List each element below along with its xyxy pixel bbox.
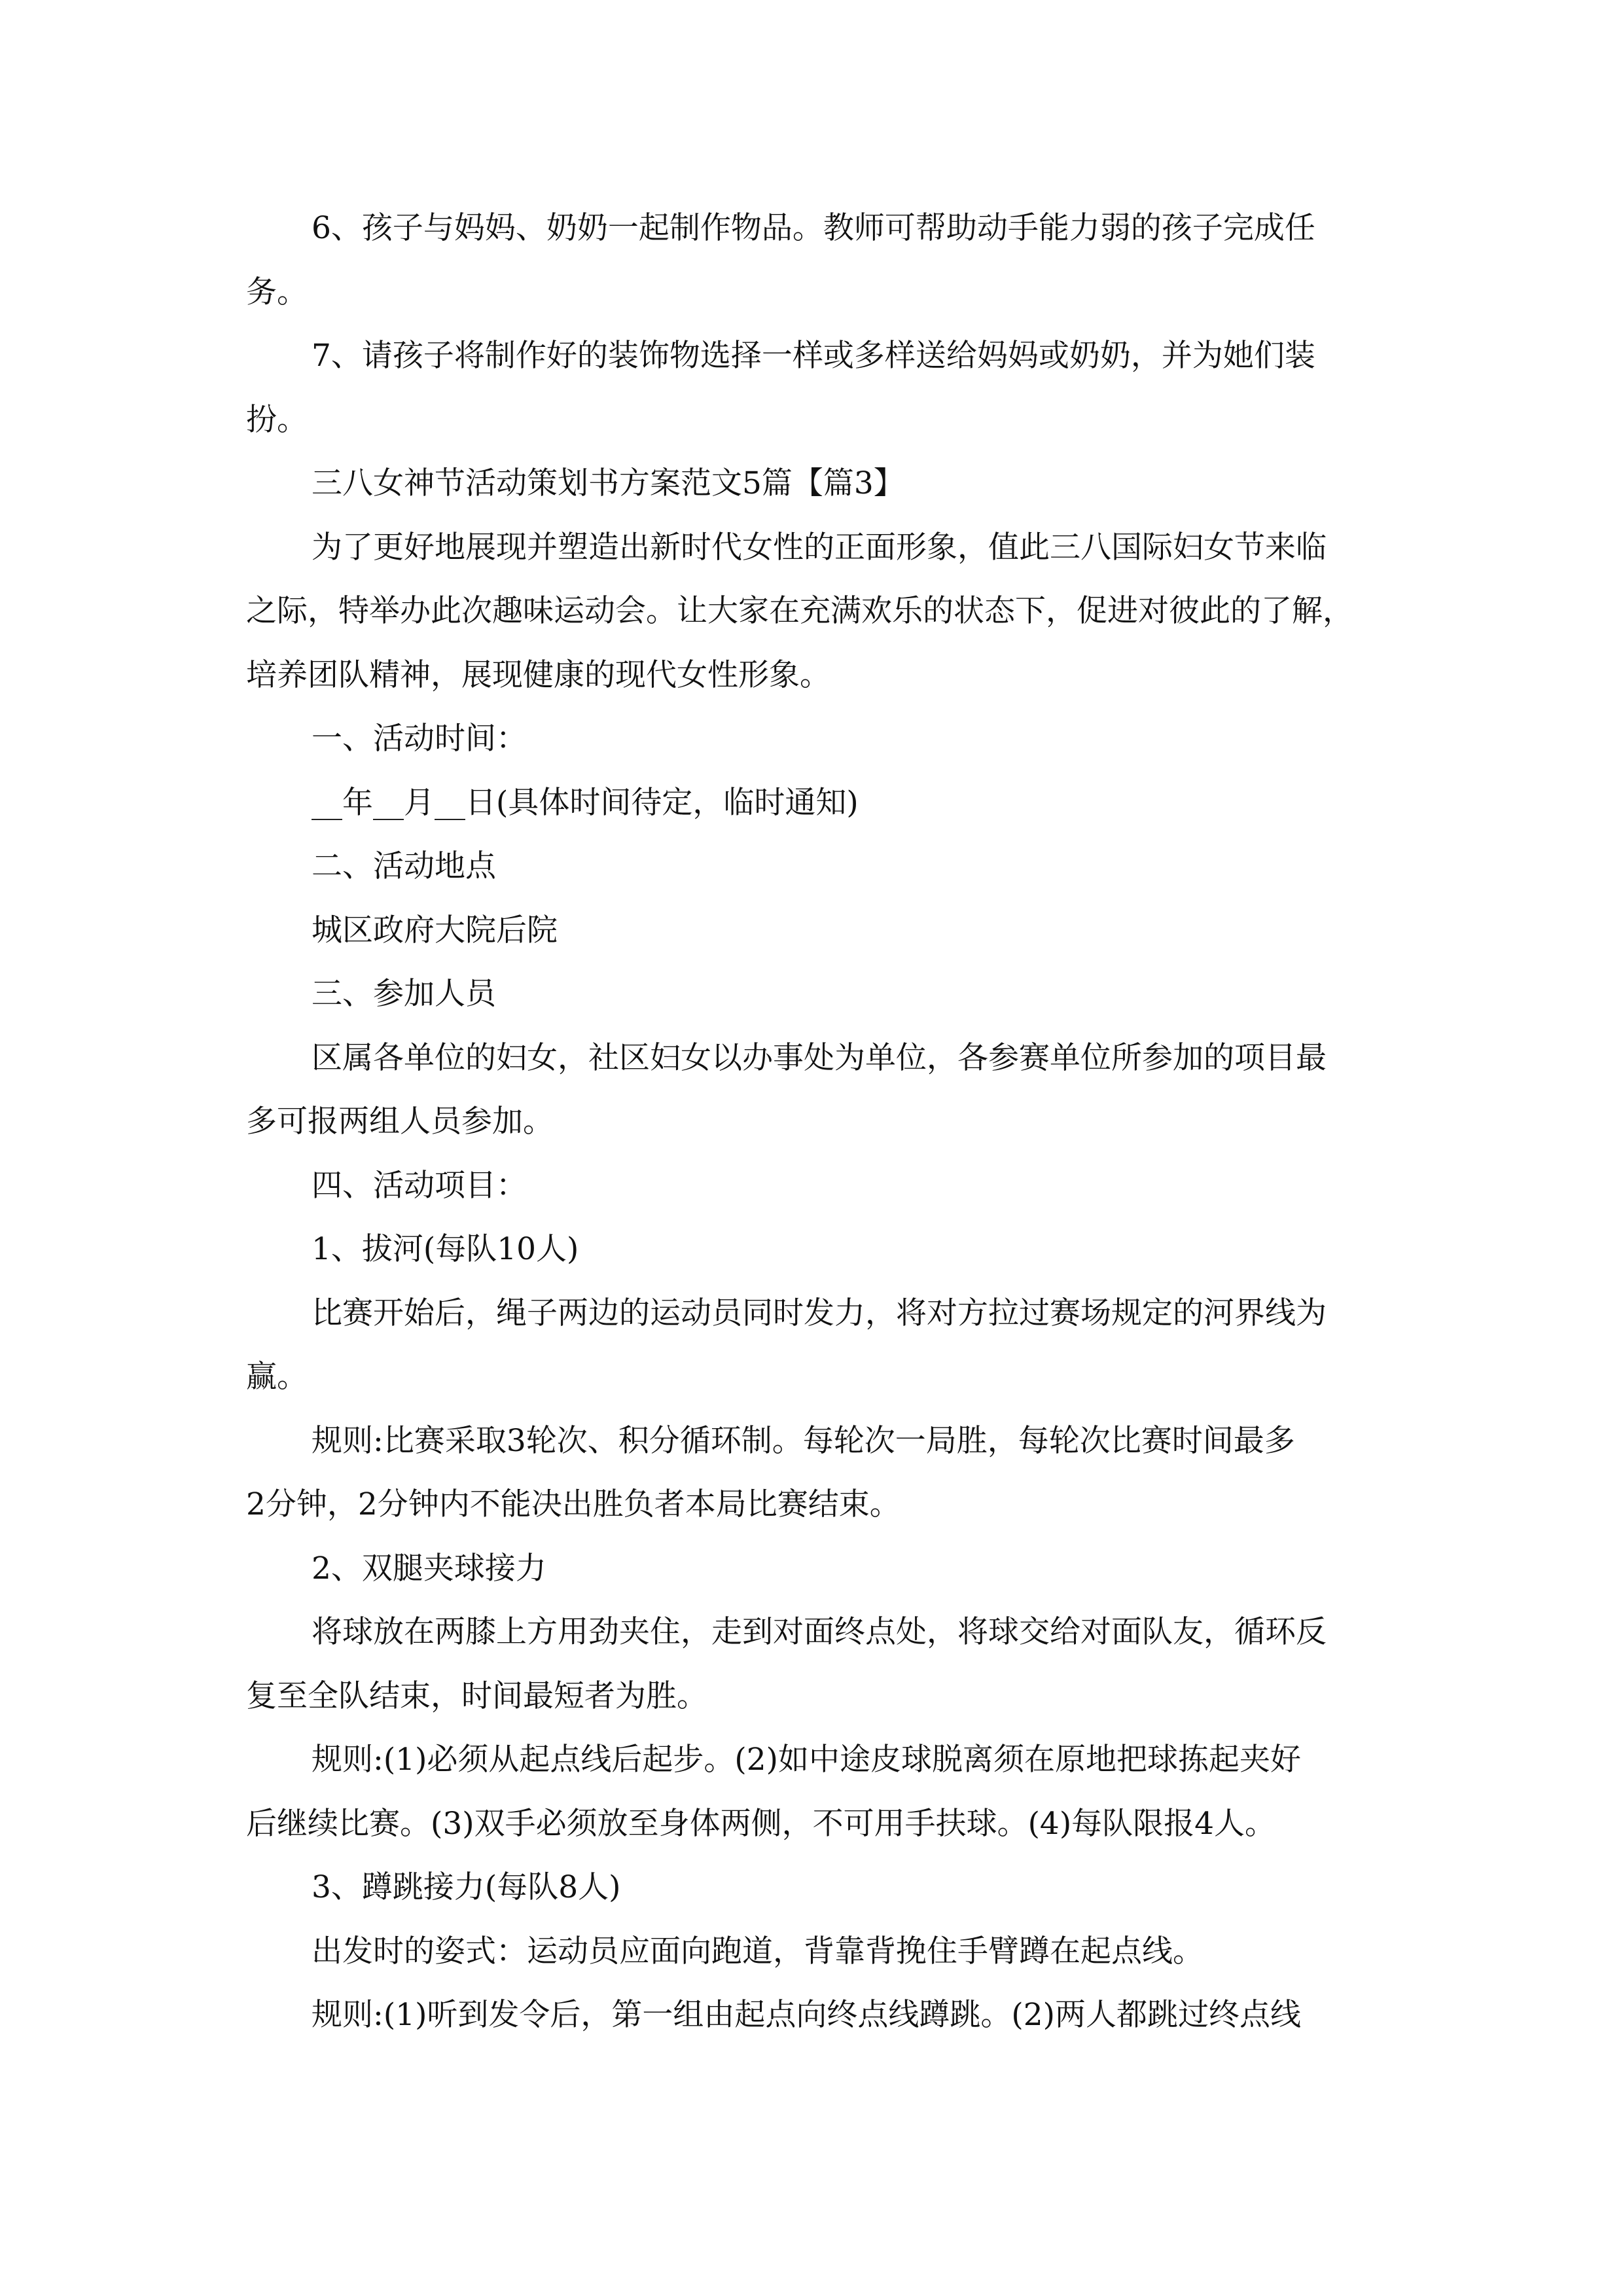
list-item: 3、蹲跳接力(每队8人) (312, 1869, 621, 1905)
text-line: 之际，特举办此次趣味运动会。让大家在充满欢乐的状态下，促进对彼此的了解， (246, 593, 1353, 629)
text-line: 为了更好地展现并塑造出新时代女性的正面形象，值此三八国际妇女节来临 (312, 529, 1327, 565)
text-line: 区属各单位的妇女，社区妇女以办事处为单位，各参赛单位所参加的项目最 (312, 1039, 1327, 1076)
text-line: 赢。 (246, 1359, 308, 1395)
text-line: 2分钟，2分钟内不能决出胜负者本局比赛结束。 (246, 1486, 901, 1522)
list-item: 2、双腿夹球接力 (312, 1550, 546, 1587)
text-line: 扮。 (246, 401, 308, 438)
text-line: 将球放在两膝上方用劲夹住，走到对面终点处，将球交给对面队友，循环反 (312, 1614, 1327, 1650)
subheading: 二、活动地点 (312, 848, 496, 884)
text-line: __年__月__日(具体时间待定，临时通知) (312, 784, 859, 821)
text-line: 比赛开始后，绳子两边的运动员同时发力，将对方拉过赛场规定的河界线为 (312, 1295, 1327, 1331)
list-item: 1、拔河(每队10人) (312, 1231, 579, 1267)
text-line: 多可报两组人员参加。 (246, 1103, 554, 1139)
text-line: 6、孩子与妈妈、奶奶一起制作物品。教师可帮助动手能力弱的孩子完成任 (312, 210, 1315, 246)
text-line: 规则:(1)必须从起点线后起步。(2)如中途皮球脱离须在原地把球拣起夹好 (312, 1742, 1301, 1778)
section-heading: 三八女神节活动策划书方案范文5篇【篇3】 (312, 465, 904, 501)
text-line: 复至全队结束，时间最短者为胜。 (246, 1677, 707, 1714)
document-page (246, 196, 1377, 2047)
text-line: 7、请孩子将制作好的装饰物选择一样或多样送给妈妈或奶奶，并为她们装 (312, 338, 1315, 374)
subheading: 四、活动项目： (312, 1167, 527, 1204)
text-line: 城区政府大院后院 (312, 912, 558, 948)
text-line: 务。 (246, 274, 308, 310)
text-line: 规则:(1)听到发令后，第一组由起点向终点线蹲跳。(2)两人都跳过终点线 (312, 1997, 1301, 2033)
subheading: 一、活动时间： (312, 721, 527, 757)
text-line: 规则:比赛采取3轮次、积分循环制。每轮次一局胜，每轮次比赛时间最多 (312, 1422, 1295, 1459)
text-line: 出发时的姿式：运动员应面向跑道，背靠背挽住手臂蹲在起点线。 (312, 1933, 1204, 1969)
subheading: 三、参加人员 (312, 976, 496, 1012)
text-line: 后继续比赛。(3)双手必须放至身体两侧，不可用手扶球。(4)每队限报4人。 (246, 1805, 1276, 1842)
text-line: 培养团队精神，展现健康的现代女性形象。 (246, 656, 830, 693)
